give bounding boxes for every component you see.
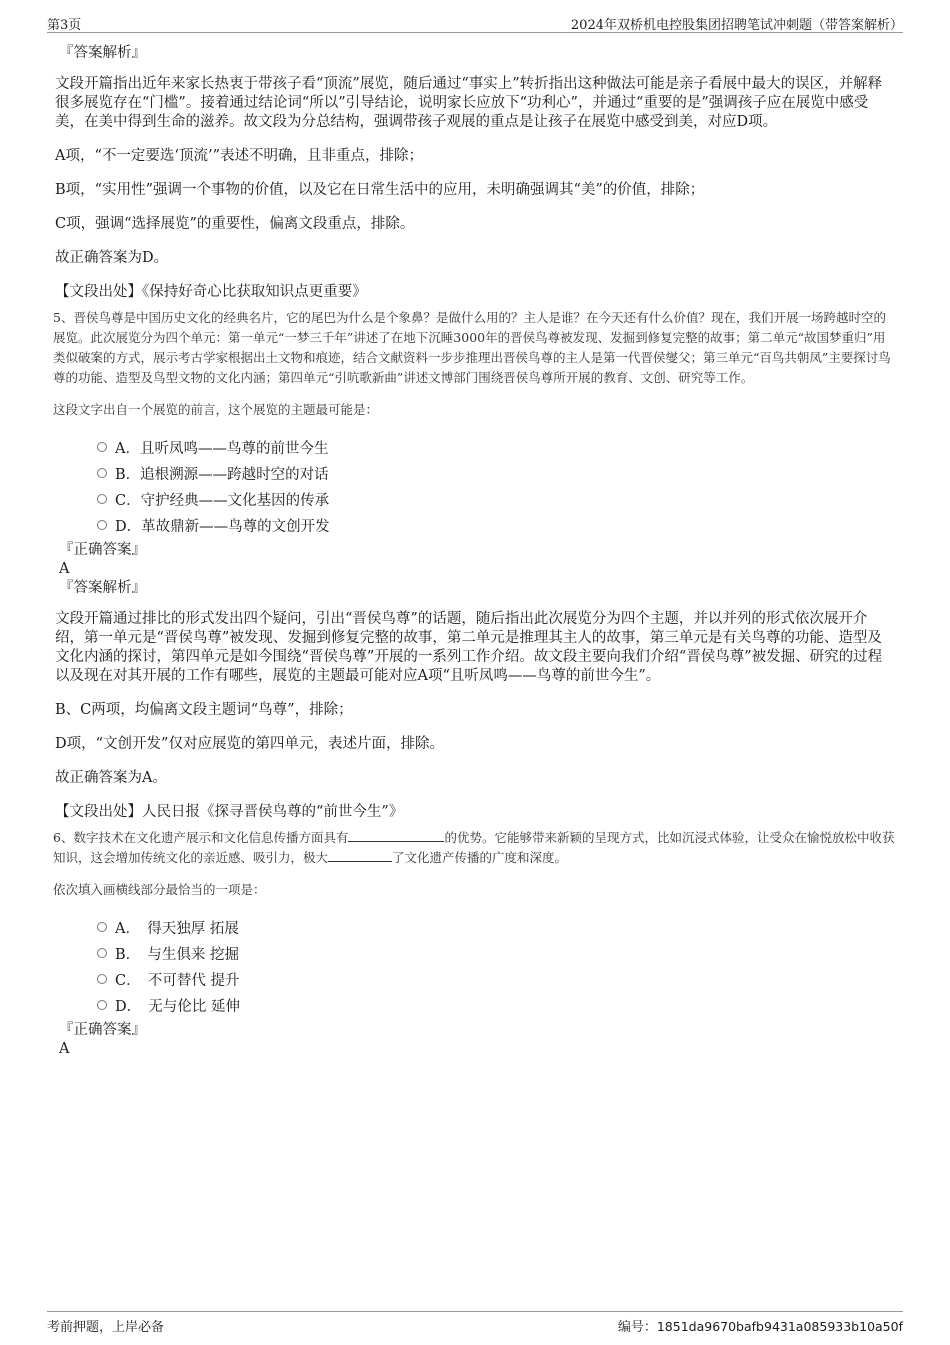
- radio-icon[interactable]: [97, 494, 107, 504]
- q5-options: [55, 434, 895, 538]
- radio-icon[interactable]: [97, 922, 107, 932]
- q5-analysis-label: 『答案解析』: [59, 580, 146, 596]
- q4-option-b-analysis: B项，“实用性”强调一个事物的价值，以及它在日常生活中的应用，未明确强调其“美”的价值，排除；: [55, 182, 705, 198]
- q5-analysis: 文段开篇通过排比的形式发出四个疑问，引出“晋侯鸟尊”的话题，随后指出此次展览分为四个主题，并以并列的形式依次展开介绍，第一单元是“晋侯鸟尊”被发现、发掘到修复完整的故事，第二单元是推理其主人的故事，第三单元是有关鸟尊的功能、造型及文化内涵的探讨，第四单元是如今围绕“晋侯鸟尊”开展的一系列工作介绍。故文段主要向我们介绍“晋侯鸟尊”被发掘、研究的过程以及现在对其开展的工作有哪些，展览的主题最可能对应A项“且听凤鸣——鸟尊的前世今生”。: [55, 611, 883, 684]
- page-header: [47, 12, 903, 33]
- radio-icon[interactable]: [97, 468, 107, 478]
- radio-icon[interactable]: [97, 974, 107, 984]
- q6-option-d[interactable]: D． 无与伦比 延伸: [55, 992, 895, 1018]
- q5-stem: 5、晋侯鸟尊是中国历史文化的经典名片，它的尾巴为什么是个象鼻？是做什么用的？主人是谁？在今天还有什么价值？现在，我们开展一场跨越时空的展览。此次展览分为四个单元：第一单元“一梦三千年”讲述了在地下沉睡3000年的晋侯鸟尊被发现、发掘到修复完整的故事；第二单元“故国梦重归”用类似破案的方式，展示考古学家根据出土文物和痕迹，结合文献资料一步步推理出晋侯鸟尊的主人是第一代晋侯燮父；第三单元“百鸟共朝凤”主要探讨鸟尊的功能、造型及鸟型文物的文化内涵；第四单元“引吭歌新曲”讲述文博部门围绕晋侯鸟尊所开展的教育、文创、研究等工作。: [53, 310, 891, 385]
- radio-icon[interactable]: [97, 948, 107, 958]
- document-title: 2024年双桥机电控股集团招聘笔试冲刺题（带答案解析）: [570, 18, 903, 33]
- q6-option-a[interactable]: A． 得天独厚 拓展: [55, 914, 895, 940]
- q5-option-c[interactable]: C．守护经典——文化基因的传承: [55, 486, 895, 512]
- q4-conclusion: 故正确答案为D。: [55, 250, 169, 266]
- q6-options: [55, 914, 895, 1018]
- page-number: 第3页: [47, 18, 82, 33]
- q4-source: 【文段出处】《保持好奇心比获取知识点更重要》: [55, 284, 367, 300]
- q4-option-a-analysis: A项，“不一定要选‘顶流’”表述不明确，且非重点，排除；: [55, 148, 424, 164]
- q4-analysis-label: 『答案解析』: [59, 45, 146, 61]
- page-content: [55, 44, 895, 1059]
- q4-option-c-analysis: C项，强调“选择展览”的重要性，偏离文段重点，排除。: [55, 216, 415, 232]
- document-code: 编号：1851da9670bafb9431a085933b10a50f: [617, 1319, 903, 1335]
- q5-option-a[interactable]: A．且听凤鸣——鸟尊的前世今生: [55, 434, 895, 460]
- fill-blank-2[interactable]: [328, 849, 392, 862]
- q6-answer: A: [59, 1041, 70, 1057]
- fill-blank-1[interactable]: [348, 829, 444, 842]
- footer-slogan: 考前押题，上岸必备: [47, 1320, 165, 1335]
- q6-option-c[interactable]: C． 不可替代 提升: [55, 966, 895, 992]
- q4-analysis: 文段开篇指出近年来家长热衷于带孩子看“顶流”展览，随后通过“事实上”转折指出这种做法可能是亲子看展中最大的误区，并解释很多展览存在“门槛”。接着通过结论词“所以”引导结论，说明家长应放下“功利心”，并通过“重要的是”强调孩子应在展览中感受美，在美中得到生命的滋养。故文段为分总结构，强调带孩子观展的重点是让孩子在展览中感受到美，对应D项。: [55, 76, 883, 130]
- q5-option-bc-analysis: B、C两项，均偏离文段主题词“鸟尊”，排除；: [55, 702, 353, 718]
- q6-answer-label: 『正确答案』: [59, 1022, 146, 1038]
- q5-conclusion: 故正确答案为A。: [55, 770, 167, 786]
- q5-option-d[interactable]: D．革故鼎新——鸟尊的文创开发: [55, 512, 895, 538]
- q5-source: 【文段出处】人民日报《探寻晋侯鸟尊的“前世今生”》: [55, 804, 404, 820]
- radio-icon[interactable]: [97, 520, 107, 530]
- q6-stem: 6、数字技术在文化遗产展示和文化信息传播方面具有 的优势。它能够带来新颖的呈现方式，比如沉浸式体验，让受众在愉悦放松中收获知识，这会增加传统文化的亲近感、吸引力，极大 了文化遗产传播的广度和深度。: [53, 830, 895, 865]
- q6-question: 依次填入画横线部分最恰当的一项是：: [53, 882, 266, 897]
- radio-icon[interactable]: [97, 1000, 107, 1010]
- q6-option-b[interactable]: B． 与生俱来 挖掘: [55, 940, 895, 966]
- q5-answer-label: 『正确答案』: [59, 542, 146, 558]
- radio-icon[interactable]: [97, 442, 107, 452]
- q5-option-d-analysis: D项，“文创开发”仅对应展览的第四单元，表述片面，排除。: [55, 736, 444, 752]
- page-footer: [47, 1311, 903, 1334]
- q5-answer: A: [59, 561, 70, 577]
- q5-option-b[interactable]: B．追根溯源——跨越时空的对话: [55, 460, 895, 486]
- q5-question: 这段文字出自一个展览的前言，这个展览的主题最可能是：: [53, 402, 379, 417]
